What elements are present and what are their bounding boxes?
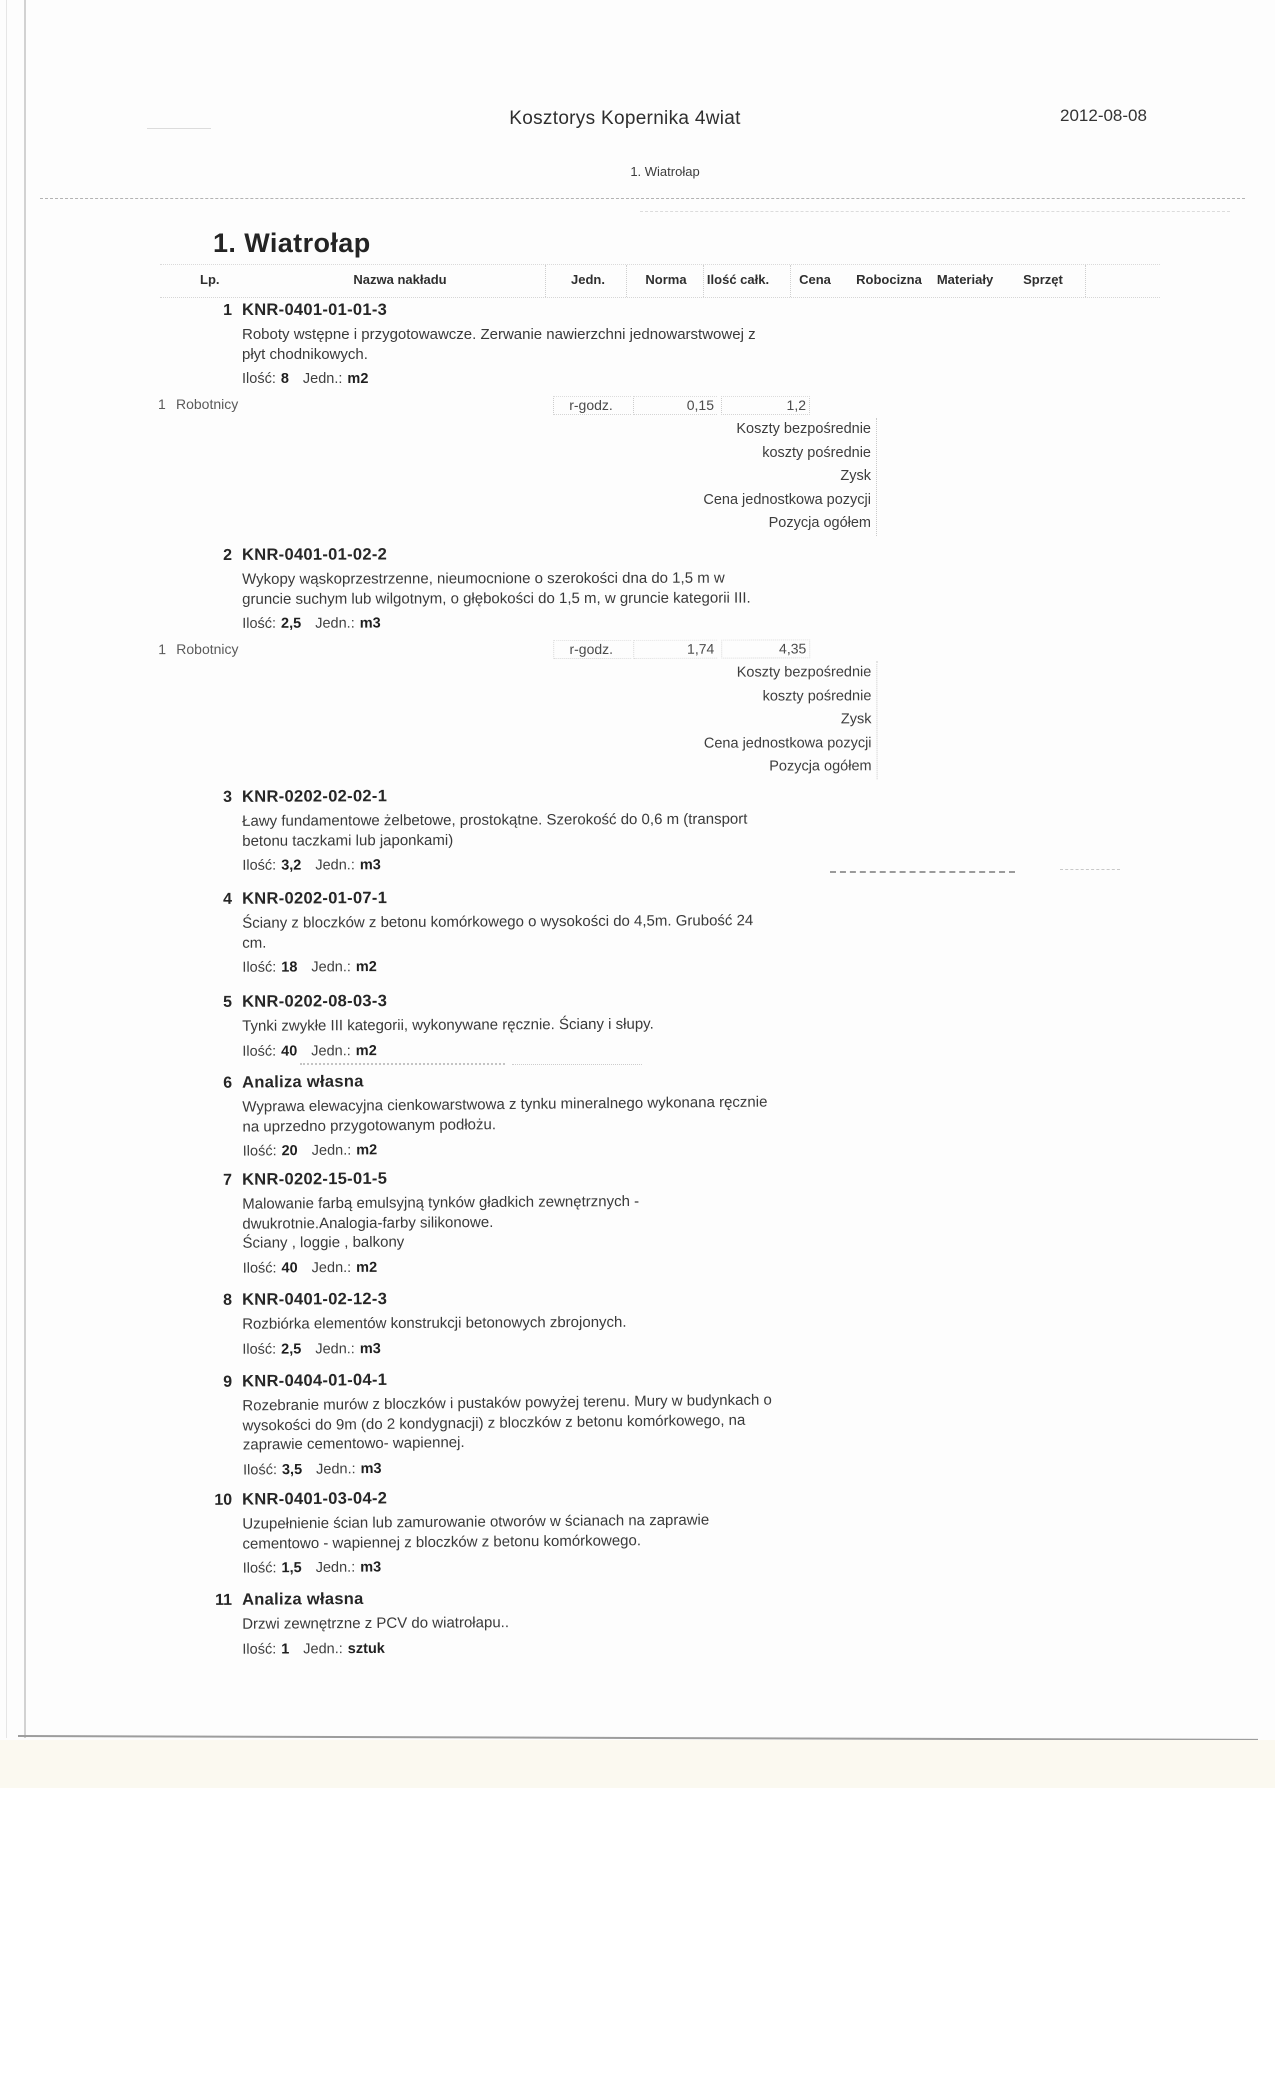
quantity-label: Ilość: <box>242 857 277 874</box>
resource-number: 1 <box>158 396 166 412</box>
estimate-item <box>0 302 1275 536</box>
column-header-lp: Lp. <box>200 272 220 287</box>
estimate-item <box>0 1164 1275 1277</box>
estimate-item <box>0 1286 1275 1358</box>
item-content <box>242 786 922 874</box>
item-content <box>242 1366 923 1478</box>
cost-summary-line: Cena jednostkowa pozycji <box>703 491 871 508</box>
item-description-line: Rozebranie murów z bloczków i pustaków powyżej terenu. Mury w budynkach o <box>242 1391 772 1415</box>
quantity-label: Ilość: <box>242 1560 277 1577</box>
unit-label: Jedn.: <box>311 1042 351 1059</box>
item-quantity-line <box>243 1137 923 1160</box>
column-header-ilosc-calk: Ilość całk. <box>706 272 770 287</box>
document-date: 2012-08-08 <box>1060 106 1147 125</box>
estimate-item <box>0 885 1275 977</box>
item-number: 2 <box>223 546 233 564</box>
item-quantity-line <box>242 614 922 632</box>
item-code: Analiza własna <box>241 1072 364 1092</box>
column-separator <box>626 265 627 297</box>
cost-summary-line: Pozycja ogółem <box>769 758 872 775</box>
item-number: 11 <box>215 1591 233 1609</box>
table-header-row <box>160 264 1160 298</box>
item-code: KNR-0404-01-04-1 <box>241 1370 388 1391</box>
quantity-value: 3,2 <box>281 857 302 874</box>
quantity-value: 20 <box>281 1143 298 1160</box>
estimate-item <box>0 784 1275 875</box>
item-code: KNR-0202-08-03-3 <box>241 992 388 1011</box>
item-description-line: betonu taczkami lub japonkami) <box>242 831 454 850</box>
quantity-label: Ilość: <box>242 615 277 632</box>
item-number: 7 <box>223 1171 233 1189</box>
unit-label: Jedn.: <box>311 1259 352 1276</box>
item-number: 8 <box>223 1291 233 1309</box>
item-description-line: płyt chodnikowych. <box>242 345 368 363</box>
unit-value: m3 <box>359 857 381 874</box>
unit-value: m3 <box>359 615 381 632</box>
header-divider-faint <box>640 211 1230 212</box>
item-number: 9 <box>223 1373 233 1391</box>
resource-total-value: 4,35 <box>721 639 810 658</box>
item-description-line: Tynki zwykłe III kategorii, wykonywane ręcznie. Ściany i słupy. <box>242 1015 654 1035</box>
cost-summary-line: koszty pośrednie <box>762 687 872 705</box>
quantity-value: 2,5 <box>281 1340 302 1358</box>
item-description-line: Ławy fundamentowe żelbetowe, prostokątne. Szerokość do 0,6 m (transport <box>242 810 748 830</box>
resource-total-value: 1,2 <box>721 396 810 415</box>
item-quantity-line <box>243 1555 923 1577</box>
item-code: KNR-0401-02-12-3 <box>241 1290 388 1309</box>
item-content <box>242 1068 923 1160</box>
unit-label: Jedn.: <box>315 1559 356 1576</box>
item-description-line: na uprzedno przygotowanym podłożu. <box>242 1115 497 1136</box>
unit-value: m3 <box>360 1559 382 1576</box>
quantity-label: Ilość: <box>242 1043 277 1060</box>
quantity-label: Ilość: <box>242 1259 277 1277</box>
item-description-line: Wykopy wąskoprzestrzenne, nieumocnione o szerokości dna do 1,5 m w <box>242 569 725 588</box>
item-quantity-line <box>242 956 922 976</box>
column-header-norma: Norma <box>645 272 687 287</box>
cost-summary-lines <box>0 661 877 781</box>
item-description-line: Roboty wstępne i przygotowawcze. Zerwanie nawierzchni jednowarstwowej z <box>242 326 756 343</box>
quantity-value: 18 <box>281 959 298 976</box>
item-description-line: Rozbiórka elementów konstrukcji betonowych zbrojonych. <box>242 1313 627 1333</box>
quantity-value: 2,5 <box>281 615 302 632</box>
column-header-jedn: Jedn. <box>571 272 605 287</box>
scan-dotted-underline-artifact <box>300 1063 505 1065</box>
item-description-line: Ściany , loggie , balkony <box>242 1233 405 1252</box>
unit-value: m2 <box>355 1042 377 1059</box>
item-content <box>242 990 922 1059</box>
unit-value: m3 <box>360 1460 382 1477</box>
unit-label: Jedn.: <box>316 1460 356 1478</box>
item-description-line: Malowanie farbą emulsyjną tynków gładkich zewnętrznych - <box>242 1192 640 1213</box>
estimate-item <box>0 988 1275 1060</box>
column-header-nazwa-nakladu: Nazwa nakładu <box>353 272 447 287</box>
quantity-value: 1 <box>281 1640 290 1658</box>
item-code: Analiza własna <box>241 1590 364 1609</box>
item-code: KNR-0401-01-01-3 <box>242 301 388 319</box>
quantity-value: 1,5 <box>281 1560 302 1577</box>
column-separator <box>1085 265 1086 297</box>
item-number: 10 <box>214 1491 233 1509</box>
unit-label: Jedn.: <box>303 1640 343 1657</box>
unit-value: m2 <box>356 1259 378 1276</box>
estimate-item <box>0 1362 1275 1481</box>
unit-label: Jedn.: <box>311 959 351 976</box>
unit-value: sztuk <box>347 1640 385 1657</box>
item-number: 1 <box>223 302 232 319</box>
item-description-line: cementowo - wapiennej z bloczków z betonu komórkowego. <box>242 1531 642 1553</box>
item-content <box>242 1288 922 1357</box>
item-description-line: cm. <box>242 934 267 952</box>
cost-summary-lines <box>0 418 877 536</box>
unit-value: m2 <box>347 371 369 387</box>
scan-dash-artifact <box>830 871 1015 873</box>
item-description-line: gruncie suchym lub wilgotnym, o głębokości do 1,5 m, w gruncie kategorii III. <box>242 589 751 608</box>
item-description-line: dwukrotnie.Analogia-farby silikonowe. <box>242 1213 494 1233</box>
unit-label: Jedn.: <box>315 857 355 874</box>
item-number: 4 <box>223 890 233 908</box>
cost-summary-line: Cena jednostkowa pozycji <box>703 734 872 752</box>
unit-label: Jedn.: <box>315 1340 355 1357</box>
column-separator <box>545 265 546 297</box>
item-number: 5 <box>223 993 233 1011</box>
quantity-value: 40 <box>281 1259 298 1276</box>
unit-value: m2 <box>355 959 377 976</box>
estimate-item <box>0 544 1275 781</box>
item-number: 3 <box>223 788 233 806</box>
estimate-item <box>0 1065 1275 1162</box>
cost-summary-line: koszty pośrednie <box>762 444 871 461</box>
item-code: KNR-0202-02-02-1 <box>241 787 388 806</box>
item-code: KNR-0202-01-07-1 <box>241 889 388 908</box>
item-description-line: Wyprawa elewacyjna cienkowarstwowa z tynku mineralnego wykonana ręcznie <box>242 1093 768 1116</box>
quantity-label: Ilość: <box>242 1341 277 1358</box>
document-title: Kosztorys Kopernika 4wiat <box>509 108 741 129</box>
item-quantity-line <box>242 1637 922 1657</box>
estimate-item <box>0 1585 1275 1658</box>
column-separator <box>790 265 791 297</box>
unit-value: m2 <box>356 1142 378 1159</box>
item-code: KNR-0202-15-01-5 <box>241 1169 388 1189</box>
quantity-value: 3,5 <box>281 1461 303 1478</box>
column-header-materialy: Materiały <box>936 272 994 287</box>
column-header-cena: Cena <box>799 272 831 287</box>
resource-unit: r-godz. <box>553 640 631 659</box>
unit-label: Jedn.: <box>311 1142 352 1159</box>
scan-background-band <box>0 1740 1275 1788</box>
scan-dotted-underline-artifact-faint <box>512 1064 642 1065</box>
quantity-label: Ilość: <box>242 959 277 976</box>
item-number: 6 <box>223 1074 233 1092</box>
item-description-line: zaprawie cementowo- wapiennej. <box>242 1434 465 1454</box>
page-subheading: 1. Wiatrołap <box>630 164 700 179</box>
item-content <box>242 302 922 387</box>
resource-name: Robotnicy <box>176 396 239 412</box>
resource-row <box>0 396 1275 415</box>
item-content <box>242 545 922 632</box>
column-header-sprzet: Sprzęt <box>1023 272 1063 287</box>
item-content <box>242 1588 922 1658</box>
unit-label: Jedn.: <box>315 615 355 632</box>
section-title: 1. Wiatrołap <box>213 228 371 258</box>
item-code: KNR-0401-03-04-2 <box>241 1489 388 1509</box>
item-description-line: wysokości do 9m (do 2 kondygnacji) z bloczków z betonu komórkowego, na <box>242 1411 746 1435</box>
quantity-label: Ilość: <box>242 1143 277 1160</box>
scan-dash-artifact-faint <box>1060 869 1120 870</box>
item-quantity-line <box>243 1255 923 1276</box>
resource-norma-value: 0,15 <box>633 396 717 415</box>
item-description-line: Drzwi zewnętrzne z PCV do wiatrołapu.. <box>242 1614 510 1633</box>
unit-value: m3 <box>359 1340 381 1357</box>
item-quantity-line <box>242 855 922 874</box>
column-separator <box>703 265 704 297</box>
quantity-value: 8 <box>280 371 289 387</box>
item-content <box>242 1167 923 1276</box>
item-description-line: Ściany z bloczków z betonu komórkowego o wysokości do 4,5m. Grubość 24 <box>242 912 754 932</box>
estimate-item <box>0 1483 1275 1579</box>
cost-summary-line: Zysk <box>840 711 872 728</box>
item-description-line: Uzupełnienie ścian lub zamurowanie otworów w ścianach na zaprawie <box>242 1511 710 1533</box>
cost-summary-line: Koszty bezpośrednie <box>736 421 871 437</box>
quantity-value: 40 <box>281 1042 298 1060</box>
column-header-robocizna: Robocizna <box>856 272 922 287</box>
item-quantity-line <box>242 371 922 387</box>
item-quantity-line <box>242 1338 922 1358</box>
item-quantity-line <box>242 1040 922 1060</box>
cost-summary-line: Koszty bezpośrednie <box>736 664 872 681</box>
item-content <box>242 1486 923 1577</box>
resource-row <box>0 638 1275 660</box>
item-quantity-line <box>243 1454 923 1478</box>
header-divider <box>40 198 1245 199</box>
item-content <box>242 887 922 976</box>
quantity-label: Ilość: <box>242 371 276 387</box>
resource-name: Robotnicy <box>176 640 239 658</box>
quantity-label: Ilość: <box>243 1461 278 1479</box>
resource-norma-value: 1,74 <box>633 640 717 659</box>
unit-label: Jedn.: <box>302 371 343 387</box>
cost-summary-line: Pozycja ogółem <box>768 515 871 531</box>
item-code: KNR-0401-01-02-2 <box>241 545 388 564</box>
resource-unit: r-godz. <box>553 396 631 415</box>
cost-summary-line: Zysk <box>840 468 871 484</box>
quantity-label: Ilość: <box>242 1641 277 1658</box>
resource-number: 1 <box>158 641 167 658</box>
